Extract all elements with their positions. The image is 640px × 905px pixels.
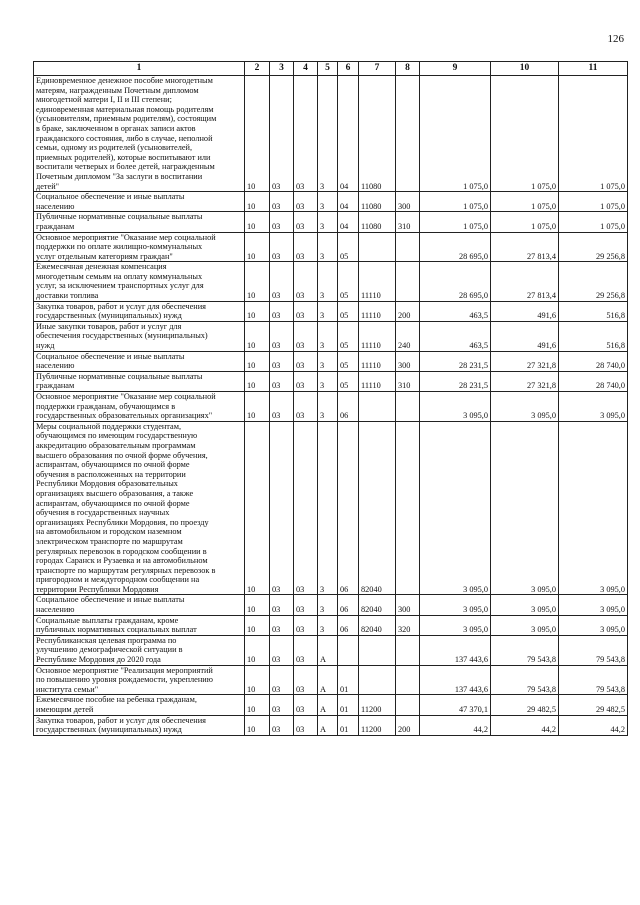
col-5-code: 3 [318,76,338,192]
col-8-code [396,392,420,422]
col-4-code: 03 [294,192,318,212]
col-8-code [396,232,420,262]
table-row [34,635,628,665]
col-3-code: 03 [270,635,294,665]
col-5-code: 3 [318,371,338,391]
row-description: Ежемесячное пособие на ребенка гражданам, имеющим детей [34,695,245,715]
col-7-code: 11080 [359,192,396,212]
row-description: Закупка товаров, работ и услуг для обеспечения государственных (муниципальных) нужд [34,301,245,321]
table-row [34,76,628,192]
col-6-code: 04 [338,76,359,192]
amount-col-10: 3 095,0 [491,595,559,615]
col-6-code: 05 [338,232,359,262]
col-7-code: 11110 [359,321,396,351]
col-7-code: 11200 [359,715,396,735]
col-3-code: 03 [270,192,294,212]
col-2-code: 10 [245,421,270,595]
table-row [34,595,628,615]
amount-col-10: 3 095,0 [491,615,559,635]
amount-col-10: 29 482,5 [491,695,559,715]
col-6-code: 05 [338,321,359,351]
amount-col-9: 1 075,0 [420,76,491,192]
row-description: Республиканская целевая программа по улучшению демографической ситуации в Республике Мордовия до 2020 года [34,635,245,665]
amount-col-9: 28 695,0 [420,232,491,262]
col-4-code: 03 [294,351,318,371]
col-5-code: А [318,665,338,695]
col-8-code: 300 [396,192,420,212]
col-2-code: 10 [245,635,270,665]
col-5-code: А [318,635,338,665]
col-8-code: 240 [396,321,420,351]
row-description: Меры социальной поддержки студентам, обучающимся по имеющим государственную аккредитацию образовательным программам высшего образования по очной форме обучения, аспирантам, обучающимся по очной форме обучения в расположенных на территории Республики Мордовия образовательных организациях высшего образования, а также аспирантам, обучающимся по очной форме обучения в государственных научных организациях Республики Мордовия, по проезду на автомобильном и городском наземном электрическом транспорте по маршрутам регулярных перевозок в городском сообщении в городах Саранск и Рузаевка и на автомобильном транспорте по маршрутам регулярных перевозок в пригородном и междугородном сообщении на территории Республики Мордовия [34,421,245,595]
col-8-code: 300 [396,595,420,615]
amount-col-9: 137 443,6 [420,665,491,695]
amount-col-11: 79 543,8 [559,665,628,695]
col-4-code: 03 [294,635,318,665]
amount-col-9: 3 095,0 [420,421,491,595]
col-8-code [396,262,420,301]
col-8-code [396,665,420,695]
amount-col-9: 463,5 [420,321,491,351]
row-description: Закупка товаров, работ и услуг для обеспечения государственных (муниципальных) нужд [34,715,245,735]
col-6-code: 01 [338,665,359,695]
col-2-code: 10 [245,595,270,615]
col-3-code: 03 [270,392,294,422]
col-4-code: 03 [294,262,318,301]
col-3-code: 03 [270,595,294,615]
col-2-code: 10 [245,715,270,735]
col-7-code: 82040 [359,595,396,615]
col-7-code [359,635,396,665]
amount-col-11: 516,8 [559,321,628,351]
col-8-code: 320 [396,615,420,635]
col-5-code: 3 [318,421,338,595]
column-header: 3 [270,62,294,76]
amount-col-11: 29 256,8 [559,232,628,262]
col-5-code: А [318,715,338,735]
amount-col-10: 491,6 [491,321,559,351]
table-row [34,695,628,715]
amount-col-9: 28 695,0 [420,262,491,301]
amount-col-11: 3 095,0 [559,595,628,615]
amount-col-11: 3 095,0 [559,392,628,422]
col-8-code: 200 [396,715,420,735]
amount-col-11: 516,8 [559,301,628,321]
col-4-code: 03 [294,76,318,192]
col-2-code: 10 [245,665,270,695]
column-header: 5 [318,62,338,76]
amount-col-11: 79 543,8 [559,635,628,665]
row-description: Иные закупки товаров, работ и услуг для обеспечения государственных (муниципальных) нужд [34,321,245,351]
col-2-code: 10 [245,615,270,635]
col-2-code: 10 [245,232,270,262]
amount-col-9: 1 075,0 [420,212,491,232]
col-5-code: 3 [318,351,338,371]
col-6-code: 06 [338,595,359,615]
col-6-code: 06 [338,392,359,422]
row-description: Социальное обеспечение и иные выплаты населению [34,595,245,615]
col-2-code: 10 [245,301,270,321]
col-7-code: 11080 [359,212,396,232]
table-row [34,392,628,422]
amount-col-10: 79 543,8 [491,665,559,695]
table-header-row [34,62,628,76]
col-2-code: 10 [245,76,270,192]
col-8-code [396,421,420,595]
col-8-code [396,695,420,715]
table-row [34,421,628,595]
col-3-code: 03 [270,321,294,351]
amount-col-9: 44,2 [420,715,491,735]
table-row [34,232,628,262]
col-8-code: 200 [396,301,420,321]
col-7-code: 11110 [359,301,396,321]
col-3-code: 03 [270,665,294,695]
col-2-code: 10 [245,371,270,391]
table-row [34,212,628,232]
table-row [34,351,628,371]
column-header: 4 [294,62,318,76]
amount-col-11: 28 740,0 [559,371,628,391]
column-header: 8 [396,62,420,76]
col-4-code: 03 [294,615,318,635]
col-5-code: 3 [318,321,338,351]
row-description: Единовременное денежное пособие многодетным матерям, награжденным Почетным дипломом многодетной матери I, II и III степени; единовременная материальная помощь родителям (усыновителям, приемным родителям), состоящим в браке, заключенном в органах записи актов гражданского состояния, либо в случае, неполной семьи, одному из родителей (усыновителей, приемных родителей), которые воспитывают или воспитали четверых и более детей, награжденным Почетным дипломом "За заслуги в воспитании детей" [34,76,245,192]
col-5-code: 3 [318,615,338,635]
col-6-code: 04 [338,192,359,212]
amount-col-11: 29 482,5 [559,695,628,715]
row-description: Социальные выплаты гражданам, кроме публичных нормативных социальных выплат [34,615,245,635]
col-7-code: 11110 [359,351,396,371]
amount-col-9: 47 370,1 [420,695,491,715]
table-row [34,301,628,321]
amount-col-10: 1 075,0 [491,192,559,212]
table-row [34,665,628,695]
col-4-code: 03 [294,212,318,232]
col-3-code: 03 [270,715,294,735]
table-row [34,371,628,391]
amount-col-10: 27 321,8 [491,371,559,391]
col-7-code: 11080 [359,76,396,192]
col-5-code: 3 [318,192,338,212]
col-8-code [396,76,420,192]
col-4-code: 03 [294,232,318,262]
budget-table [33,61,628,736]
row-description: Ежемесячная денежная компенсация многодетным семьям на оплату коммунальных услуг, за исключением транспортных услуг для доставки топлива [34,262,245,301]
amount-col-9: 137 443,6 [420,635,491,665]
col-4-code: 03 [294,392,318,422]
column-header: 1 [34,62,245,76]
amount-col-9: 3 095,0 [420,392,491,422]
table-row [34,615,628,635]
row-description: Основное мероприятие "Оказание мер социальной поддержки по оплате жилищно-коммунальных услуг отдельным категориям граждан" [34,232,245,262]
amount-col-9: 1 075,0 [420,192,491,212]
amount-col-11: 28 740,0 [559,351,628,371]
amount-col-9: 28 231,5 [420,351,491,371]
row-description: Основное мероприятие "Оказание мер социальной поддержки гражданам, обучающимся в государственных образовательных организациях" [34,392,245,422]
col-3-code: 03 [270,212,294,232]
col-2-code: 10 [245,351,270,371]
table-row [34,192,628,212]
amount-col-11: 3 095,0 [559,421,628,595]
col-3-code: 03 [270,232,294,262]
col-4-code: 03 [294,595,318,615]
col-6-code: 05 [338,301,359,321]
row-description: Публичные нормативные социальные выплаты гражданам [34,371,245,391]
col-4-code: 03 [294,301,318,321]
amount-col-9: 28 231,5 [420,371,491,391]
col-4-code: 03 [294,695,318,715]
col-7-code: 82040 [359,421,396,595]
col-7-code [359,665,396,695]
amount-col-10: 27 813,4 [491,232,559,262]
amount-col-10: 3 095,0 [491,392,559,422]
col-3-code: 03 [270,262,294,301]
amount-col-9: 3 095,0 [420,615,491,635]
col-3-code: 03 [270,351,294,371]
col-4-code: 03 [294,421,318,595]
row-description: Основное мероприятие "Реализация мероприятий по повышению уровня рождаемости, укреплению института семьи" [34,665,245,695]
table-row [34,262,628,301]
col-4-code: 03 [294,665,318,695]
col-5-code: 3 [318,232,338,262]
col-6-code: 04 [338,212,359,232]
col-8-code: 310 [396,371,420,391]
page-number: 126 [607,33,624,45]
col-5-code: 3 [318,595,338,615]
column-header: 2 [245,62,270,76]
col-6-code: 06 [338,421,359,595]
column-header: 11 [559,62,628,76]
amount-col-10: 27 813,4 [491,262,559,301]
amount-col-11: 3 095,0 [559,615,628,635]
col-2-code: 10 [245,392,270,422]
col-5-code: А [318,695,338,715]
amount-col-11: 1 075,0 [559,212,628,232]
col-7-code [359,392,396,422]
row-description: Социальное обеспечение и иные выплаты населению [34,351,245,371]
amount-col-9: 3 095,0 [420,595,491,615]
amount-col-10: 79 543,8 [491,635,559,665]
amount-col-10: 491,6 [491,301,559,321]
col-6-code: 05 [338,371,359,391]
col-3-code: 03 [270,615,294,635]
col-7-code: 82040 [359,615,396,635]
amount-col-10: 3 095,0 [491,421,559,595]
col-4-code: 03 [294,371,318,391]
row-description: Публичные нормативные социальные выплаты гражданам [34,212,245,232]
col-2-code: 10 [245,321,270,351]
amount-col-11: 1 075,0 [559,76,628,192]
col-8-code: 300 [396,351,420,371]
column-header: 6 [338,62,359,76]
col-8-code [396,635,420,665]
col-6-code: 06 [338,615,359,635]
amount-col-10: 1 075,0 [491,76,559,192]
col-3-code: 03 [270,301,294,321]
row-description: Социальное обеспечение и иные выплаты населению [34,192,245,212]
column-header: 7 [359,62,396,76]
col-5-code: 3 [318,392,338,422]
amount-col-10: 27 321,8 [491,351,559,371]
col-7-code: 11110 [359,262,396,301]
table-row [34,715,628,735]
column-header: 10 [491,62,559,76]
col-3-code: 03 [270,371,294,391]
amount-col-9: 463,5 [420,301,491,321]
amount-col-11: 29 256,8 [559,262,628,301]
col-7-code: 11200 [359,695,396,715]
col-2-code: 10 [245,695,270,715]
col-6-code: 01 [338,695,359,715]
col-6-code: 05 [338,351,359,371]
col-2-code: 10 [245,262,270,301]
col-3-code: 03 [270,421,294,595]
amount-col-10: 44,2 [491,715,559,735]
col-2-code: 10 [245,212,270,232]
col-2-code: 10 [245,192,270,212]
col-3-code: 03 [270,695,294,715]
col-5-code: 3 [318,212,338,232]
col-4-code: 03 [294,321,318,351]
col-7-code: 11110 [359,371,396,391]
col-7-code [359,232,396,262]
col-6-code: 05 [338,262,359,301]
table-row [34,321,628,351]
col-6-code: 01 [338,715,359,735]
col-8-code: 310 [396,212,420,232]
amount-col-10: 1 075,0 [491,212,559,232]
amount-col-11: 1 075,0 [559,192,628,212]
col-5-code: 3 [318,262,338,301]
column-header: 9 [420,62,491,76]
col-5-code: 3 [318,301,338,321]
amount-col-11: 44,2 [559,715,628,735]
col-3-code: 03 [270,76,294,192]
col-4-code: 03 [294,715,318,735]
col-6-code [338,635,359,665]
